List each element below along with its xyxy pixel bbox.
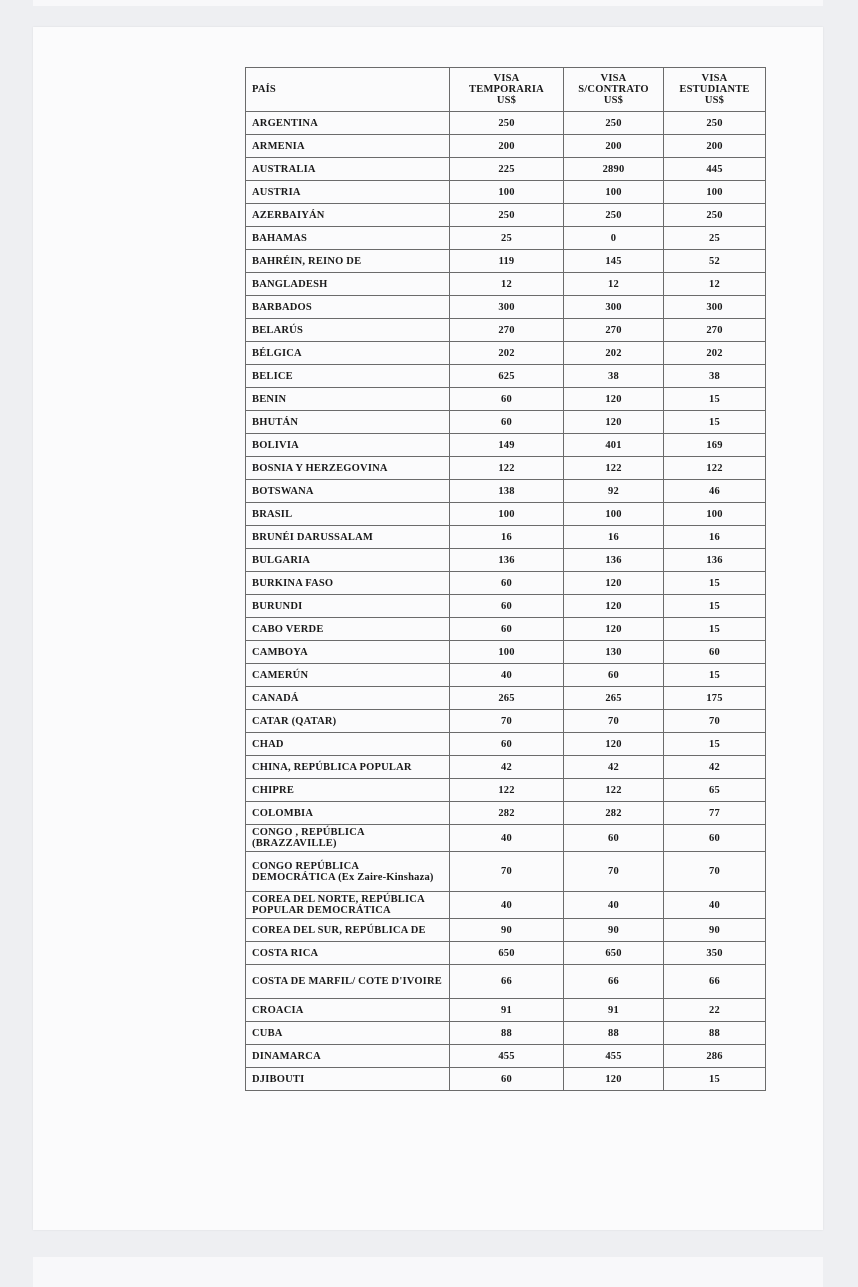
table-row <box>246 411 766 434</box>
cell-contrato: 202 <box>564 342 664 365</box>
cell-estudiante: 136 <box>664 549 766 572</box>
cell-estudiante: 60 <box>664 825 766 852</box>
table-row <box>246 549 766 572</box>
header-line: US$ <box>603 95 624 106</box>
table-row <box>246 158 766 181</box>
cell-contrato: 120 <box>564 572 664 595</box>
cell-contrato: 120 <box>564 733 664 756</box>
header-visa-estudiante <box>664 68 766 112</box>
cell-temporaria: 200 <box>450 135 564 158</box>
cell-temporaria: 25 <box>450 227 564 250</box>
cell-estudiante: 42 <box>664 756 766 779</box>
cell-pais: CAMBOYA <box>246 641 450 664</box>
cell-estudiante: 66 <box>664 965 766 999</box>
cell-estudiante: 100 <box>664 503 766 526</box>
cell-temporaria: 70 <box>450 710 564 733</box>
table-row <box>246 756 766 779</box>
cell-temporaria: 455 <box>450 1045 564 1068</box>
cell-pais: BANGLADESH <box>246 273 450 296</box>
cell-contrato: 40 <box>564 892 664 919</box>
cell-contrato: 70 <box>564 710 664 733</box>
cell-estudiante: 15 <box>664 572 766 595</box>
cell-contrato: 136 <box>564 549 664 572</box>
cell-contrato: 120 <box>564 595 664 618</box>
cell-temporaria: 282 <box>450 802 564 825</box>
cell-pais: ARGENTINA <box>246 112 450 135</box>
cell-temporaria: 625 <box>450 365 564 388</box>
cell-temporaria: 88 <box>450 1022 564 1045</box>
cell-estudiante: 38 <box>664 365 766 388</box>
table-row <box>246 618 766 641</box>
cell-temporaria: 122 <box>450 779 564 802</box>
table-row <box>246 664 766 687</box>
cell-contrato: 16 <box>564 526 664 549</box>
cell-contrato: 88 <box>564 1022 664 1045</box>
cell-temporaria: 70 <box>450 852 564 892</box>
cell-estudiante: 350 <box>664 942 766 965</box>
cell-temporaria: 202 <box>450 342 564 365</box>
cell-temporaria: 90 <box>450 919 564 942</box>
header-pais: PAÍS <box>246 68 450 112</box>
cell-estudiante: 90 <box>664 919 766 942</box>
cell-estudiante: 286 <box>664 1045 766 1068</box>
cell-estudiante: 60 <box>664 641 766 664</box>
cell-contrato: 120 <box>564 388 664 411</box>
cell-pais: DJIBOUTI <box>246 1068 450 1091</box>
cell-pais: BOLIVIA <box>246 434 450 457</box>
cell-temporaria: 300 <box>450 296 564 319</box>
table-row <box>246 112 766 135</box>
cell-estudiante: 250 <box>664 204 766 227</box>
header-line: US$ <box>496 95 517 106</box>
cell-contrato: 90 <box>564 919 664 942</box>
cell-temporaria: 42 <box>450 756 564 779</box>
header-line: US$ <box>704 95 725 106</box>
cell-estudiante: 70 <box>664 710 766 733</box>
cell-pais: CHINA, REPÚBLICA POPULAR <box>246 756 450 779</box>
table-row <box>246 526 766 549</box>
cell-contrato: 120 <box>564 1068 664 1091</box>
cell-pais: BÉLGICA <box>246 342 450 365</box>
cell-temporaria: 60 <box>450 1068 564 1091</box>
table-row <box>246 273 766 296</box>
cell-pais: CONGO REPÚBLICA DEMOCRÁTICA (Ex Zaire-Kinshaza) <box>246 852 450 892</box>
cell-pais: BHUTÁN <box>246 411 450 434</box>
table-header-row <box>246 68 766 112</box>
table-row <box>246 641 766 664</box>
cell-estudiante: 77 <box>664 802 766 825</box>
cell-contrato: 66 <box>564 965 664 999</box>
table-row <box>246 434 766 457</box>
cell-estudiante: 16 <box>664 526 766 549</box>
cell-estudiante: 52 <box>664 250 766 273</box>
cell-contrato: 122 <box>564 457 664 480</box>
previous-page-edge <box>33 0 823 6</box>
cell-pais: BELARÚS <box>246 319 450 342</box>
cell-estudiante: 65 <box>664 779 766 802</box>
cell-contrato: 401 <box>564 434 664 457</box>
cell-contrato: 650 <box>564 942 664 965</box>
cell-temporaria: 91 <box>450 999 564 1022</box>
cell-pais: BURUNDI <box>246 595 450 618</box>
cell-estudiante: 202 <box>664 342 766 365</box>
cell-contrato: 100 <box>564 503 664 526</box>
cell-temporaria: 60 <box>450 733 564 756</box>
cell-pais: CHAD <box>246 733 450 756</box>
table-row <box>246 503 766 526</box>
cell-estudiante: 15 <box>664 1068 766 1091</box>
table-row <box>246 181 766 204</box>
cell-contrato: 455 <box>564 1045 664 1068</box>
cell-temporaria: 100 <box>450 641 564 664</box>
cell-temporaria: 138 <box>450 480 564 503</box>
cell-estudiante: 122 <box>664 457 766 480</box>
cell-contrato: 250 <box>564 204 664 227</box>
cell-pais: CHIPRE <box>246 779 450 802</box>
table-row <box>246 999 766 1022</box>
cell-pais: ARMENIA <box>246 135 450 158</box>
table-row <box>246 342 766 365</box>
cell-temporaria: 60 <box>450 595 564 618</box>
header-line: TEMPORARIA <box>469 84 544 95</box>
cell-pais: CONGO , REPÚBLICA (BRAZZAVILLE) <box>246 825 450 852</box>
cell-pais: BOTSWANA <box>246 480 450 503</box>
table-row <box>246 250 766 273</box>
cell-estudiante: 88 <box>664 1022 766 1045</box>
cell-temporaria: 225 <box>450 158 564 181</box>
table-row <box>246 779 766 802</box>
table-row <box>246 480 766 503</box>
cell-temporaria: 60 <box>450 388 564 411</box>
cell-estudiante: 46 <box>664 480 766 503</box>
cell-pais: BRASIL <box>246 503 450 526</box>
cell-pais: AUSTRALIA <box>246 158 450 181</box>
cell-temporaria: 12 <box>450 273 564 296</box>
cell-temporaria: 250 <box>450 204 564 227</box>
cell-contrato: 92 <box>564 480 664 503</box>
header-line: VISA <box>600 73 627 84</box>
header-visa-temporaria <box>450 68 564 112</box>
table-row <box>246 457 766 480</box>
cell-pais: COREA DEL SUR, REPÚBLICA DE <box>246 919 450 942</box>
table-row <box>246 1022 766 1045</box>
cell-pais: CROACIA <box>246 999 450 1022</box>
table-row <box>246 135 766 158</box>
cell-pais: BARBADOS <box>246 296 450 319</box>
cell-pais: AUSTRIA <box>246 181 450 204</box>
cell-temporaria: 270 <box>450 319 564 342</box>
cell-contrato: 70 <box>564 852 664 892</box>
cell-pais: CABO VERDE <box>246 618 450 641</box>
cell-temporaria: 136 <box>450 549 564 572</box>
cell-temporaria: 122 <box>450 457 564 480</box>
cell-pais: CATAR (QATAR) <box>246 710 450 733</box>
cell-pais: BENIN <box>246 388 450 411</box>
table-row <box>246 919 766 942</box>
cell-pais: COSTA DE MARFIL/ COTE D'IVOIRE <box>246 965 450 999</box>
table-row <box>246 227 766 250</box>
visa-fees-table <box>245 67 766 1091</box>
table-row <box>246 852 766 892</box>
cell-temporaria: 265 <box>450 687 564 710</box>
cell-temporaria: 60 <box>450 572 564 595</box>
table-row <box>246 388 766 411</box>
cell-contrato: 60 <box>564 825 664 852</box>
cell-pais: DINAMARCA <box>246 1045 450 1068</box>
cell-pais: BELICE <box>246 365 450 388</box>
cell-estudiante: 15 <box>664 733 766 756</box>
cell-temporaria: 60 <box>450 411 564 434</box>
cell-estudiante: 445 <box>664 158 766 181</box>
table-row <box>246 296 766 319</box>
cell-pais: CAMERÚN <box>246 664 450 687</box>
cell-contrato: 91 <box>564 999 664 1022</box>
table-row <box>246 365 766 388</box>
cell-contrato: 250 <box>564 112 664 135</box>
cell-pais: CANADÁ <box>246 687 450 710</box>
cell-pais: BURKINA FASO <box>246 572 450 595</box>
table-row <box>246 319 766 342</box>
table-row <box>246 892 766 919</box>
cell-pais: COSTA RICA <box>246 942 450 965</box>
cell-pais: CUBA <box>246 1022 450 1045</box>
cell-contrato: 0 <box>564 227 664 250</box>
header-visa-contrato <box>564 68 664 112</box>
cell-estudiante: 40 <box>664 892 766 919</box>
cell-estudiante: 270 <box>664 319 766 342</box>
cell-estudiante: 175 <box>664 687 766 710</box>
cell-estudiante: 15 <box>664 664 766 687</box>
cell-temporaria: 149 <box>450 434 564 457</box>
cell-contrato: 282 <box>564 802 664 825</box>
cell-temporaria: 66 <box>450 965 564 999</box>
cell-pais: BRUNÉI DARUSSALAM <box>246 526 450 549</box>
cell-contrato: 12 <box>564 273 664 296</box>
cell-estudiante: 25 <box>664 227 766 250</box>
cell-contrato: 122 <box>564 779 664 802</box>
cell-temporaria: 40 <box>450 892 564 919</box>
cell-contrato: 120 <box>564 411 664 434</box>
cell-temporaria: 100 <box>450 503 564 526</box>
cell-pais: BULGARIA <box>246 549 450 572</box>
cell-estudiante: 100 <box>664 181 766 204</box>
cell-pais: COLOMBIA <box>246 802 450 825</box>
cell-estudiante: 15 <box>664 411 766 434</box>
cell-estudiante: 200 <box>664 135 766 158</box>
cell-estudiante: 15 <box>664 388 766 411</box>
table-row <box>246 1068 766 1091</box>
cell-contrato: 42 <box>564 756 664 779</box>
cell-contrato: 300 <box>564 296 664 319</box>
cell-estudiante: 22 <box>664 999 766 1022</box>
header-line: ESTUDIANTE <box>679 84 750 95</box>
table-row <box>246 687 766 710</box>
cell-temporaria: 16 <box>450 526 564 549</box>
cell-contrato: 270 <box>564 319 664 342</box>
cell-estudiante: 15 <box>664 595 766 618</box>
cell-temporaria: 119 <box>450 250 564 273</box>
table-row <box>246 825 766 852</box>
cell-contrato: 265 <box>564 687 664 710</box>
cell-estudiante: 15 <box>664 618 766 641</box>
cell-pais: BOSNIA Y HERZEGOVINA <box>246 457 450 480</box>
cell-temporaria: 250 <box>450 112 564 135</box>
table-row <box>246 965 766 999</box>
table-row <box>246 595 766 618</box>
next-page-edge <box>33 1257 823 1287</box>
cell-estudiante: 12 <box>664 273 766 296</box>
table-row <box>246 942 766 965</box>
header-line: VISA <box>493 73 520 84</box>
cell-estudiante: 300 <box>664 296 766 319</box>
cell-contrato: 145 <box>564 250 664 273</box>
cell-contrato: 60 <box>564 664 664 687</box>
cell-temporaria: 40 <box>450 664 564 687</box>
cell-pais: BAHRÉIN, REINO DE <box>246 250 450 273</box>
header-line: S/CONTRATO <box>578 84 649 95</box>
table-row <box>246 1045 766 1068</box>
cell-pais: BAHAMAS <box>246 227 450 250</box>
cell-estudiante: 169 <box>664 434 766 457</box>
table-row <box>246 572 766 595</box>
table-row <box>246 204 766 227</box>
cell-estudiante: 70 <box>664 852 766 892</box>
cell-contrato: 2890 <box>564 158 664 181</box>
table-row <box>246 733 766 756</box>
cell-contrato: 120 <box>564 618 664 641</box>
cell-contrato: 38 <box>564 365 664 388</box>
table-row <box>246 802 766 825</box>
header-line: VISA <box>701 73 728 84</box>
cell-pais: COREA DEL NORTE, REPÚBLICA POPULAR DEMOCRÁTICA <box>246 892 450 919</box>
cell-temporaria: 40 <box>450 825 564 852</box>
cell-contrato: 200 <box>564 135 664 158</box>
table-row <box>246 710 766 733</box>
cell-temporaria: 650 <box>450 942 564 965</box>
cell-temporaria: 60 <box>450 618 564 641</box>
cell-contrato: 100 <box>564 181 664 204</box>
cell-estudiante: 250 <box>664 112 766 135</box>
cell-temporaria: 100 <box>450 181 564 204</box>
cell-pais: AZERBAIYÁN <box>246 204 450 227</box>
cell-contrato: 130 <box>564 641 664 664</box>
